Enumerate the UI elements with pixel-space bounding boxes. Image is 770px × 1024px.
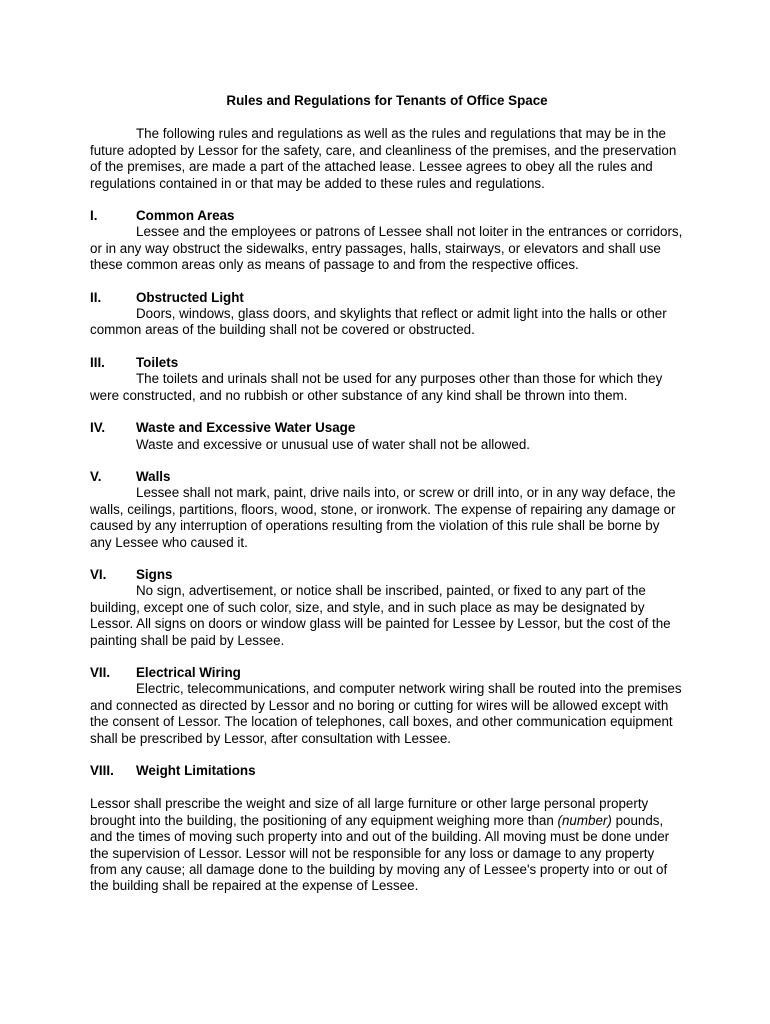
section-body bbox=[90, 796, 684, 894]
section-body: No sign, advertisement, or notice shall be inscribed, painted, or fixed to any part of the building, except one of such color, size, and style, and in such place as may be designated by Lessor. All signs on doors or window glass will be painted for Lessee by Lessor, but the cost of the painting shall be paid by Lessee. bbox=[90, 583, 671, 648]
section-numeral: III. bbox=[90, 354, 105, 370]
section-title: Obstructed Light bbox=[136, 289, 244, 305]
section-heading bbox=[90, 420, 684, 436]
section-numeral: V. bbox=[90, 468, 102, 484]
section-heading bbox=[90, 355, 684, 371]
section-title: Walls bbox=[136, 468, 171, 484]
document-page bbox=[90, 93, 684, 911]
body-text-before: Lessor shall prescribe the weight and size of all large furniture or other large personal property brought into the building, the positioning of any equipment weighing more than bbox=[90, 796, 649, 828]
section-heading bbox=[90, 469, 684, 485]
section-body: Waste and excessive or unusual use of water shall not be allowed. bbox=[136, 436, 531, 452]
section-electrical-wiring bbox=[90, 665, 684, 747]
section-numeral: VII. bbox=[90, 664, 111, 680]
section-obstructed-light bbox=[90, 290, 684, 339]
section-waste-water bbox=[90, 420, 684, 453]
section-numeral: II. bbox=[90, 289, 102, 305]
section-numeral: IV. bbox=[90, 420, 106, 436]
section-body: Lessee shall not mark, paint, drive nails into, or screw or drill into, or in any way deface, the walls, ceilings, partitions, floors, wood, stone, or ironwork. The expense of repairing any damage or caused by any interruption of operations resulting from the violation of this rule shall be borne by any Lessee who caused it. bbox=[90, 485, 676, 550]
section-title: Waste and Excessive Water Usage bbox=[136, 420, 356, 436]
section-title: Weight Limitations bbox=[136, 763, 256, 778]
section-heading bbox=[90, 208, 684, 224]
section-title: Common Areas bbox=[136, 208, 235, 224]
section-heading bbox=[90, 763, 684, 779]
section-title: Toilets bbox=[136, 354, 179, 370]
section-common-areas bbox=[90, 208, 684, 274]
section-numeral: VI. bbox=[90, 566, 107, 582]
section-body: Doors, windows, glass doors, and skylights that reflect or admit light into the halls or other common areas of the building shall not be covered or obstructed. bbox=[90, 306, 667, 338]
document-title: Rules and Regulations for Tenants of Office Space bbox=[226, 93, 548, 108]
section-heading bbox=[90, 665, 684, 681]
section-signs bbox=[90, 567, 684, 649]
body-text-after: pounds, and the times of moving such property into and out of the building. All moving must be done under the supervision of Lessor. Lessor will not be responsible for any loss or damage to any property from any cause; all damage done to the building by moving any of Lessee's property into or out of the building shall be repaired at the expense of Lessee. bbox=[90, 812, 670, 894]
intro-paragraph: The following rules and regulations as well as the rules and regulations that may be in the future adopted by Lessor for the safety, care, and cleanliness of the premises, and the preservation of the premises, are made a part of the attached lease. Lessee agrees to obey all the rules and regulations contained in or that may be added to these rules and regulations. bbox=[90, 126, 677, 191]
section-heading bbox=[90, 290, 684, 306]
section-walls bbox=[90, 469, 684, 551]
section-heading bbox=[90, 567, 684, 583]
section-weight-limitations bbox=[90, 763, 684, 895]
section-title: Signs bbox=[136, 566, 173, 582]
section-body: Electric, telecommunications, and computer network wiring shall be routed into the premises and connected as directed by Lessor and no boring or cutting for wires will be allowed except with the consent of Lessor. The location of telephones, call boxes, and other communication equipment shall be prescribed by Lessor, after consultation with Lessee. bbox=[90, 681, 682, 746]
section-body: Lessee and the employees or patrons of Lessee shall not loiter in the entrances or corridors, or in any way obstruct the sidewalks, entry passages, halls, stairways, or elevators and shall use these common areas only as means of passage to and from the respective offices. bbox=[90, 224, 683, 273]
section-numeral: I. bbox=[90, 208, 98, 224]
section-title: Electrical Wiring bbox=[136, 664, 241, 680]
section-body: The toilets and urinals shall not be used for any purposes other than those for which they were constructed, and no rubbish or other substance of any kind shall be thrown into them. bbox=[90, 371, 663, 403]
number-placeholder: (number) bbox=[557, 812, 612, 828]
section-toilets bbox=[90, 355, 684, 404]
section-numeral: VIII. bbox=[90, 763, 114, 778]
